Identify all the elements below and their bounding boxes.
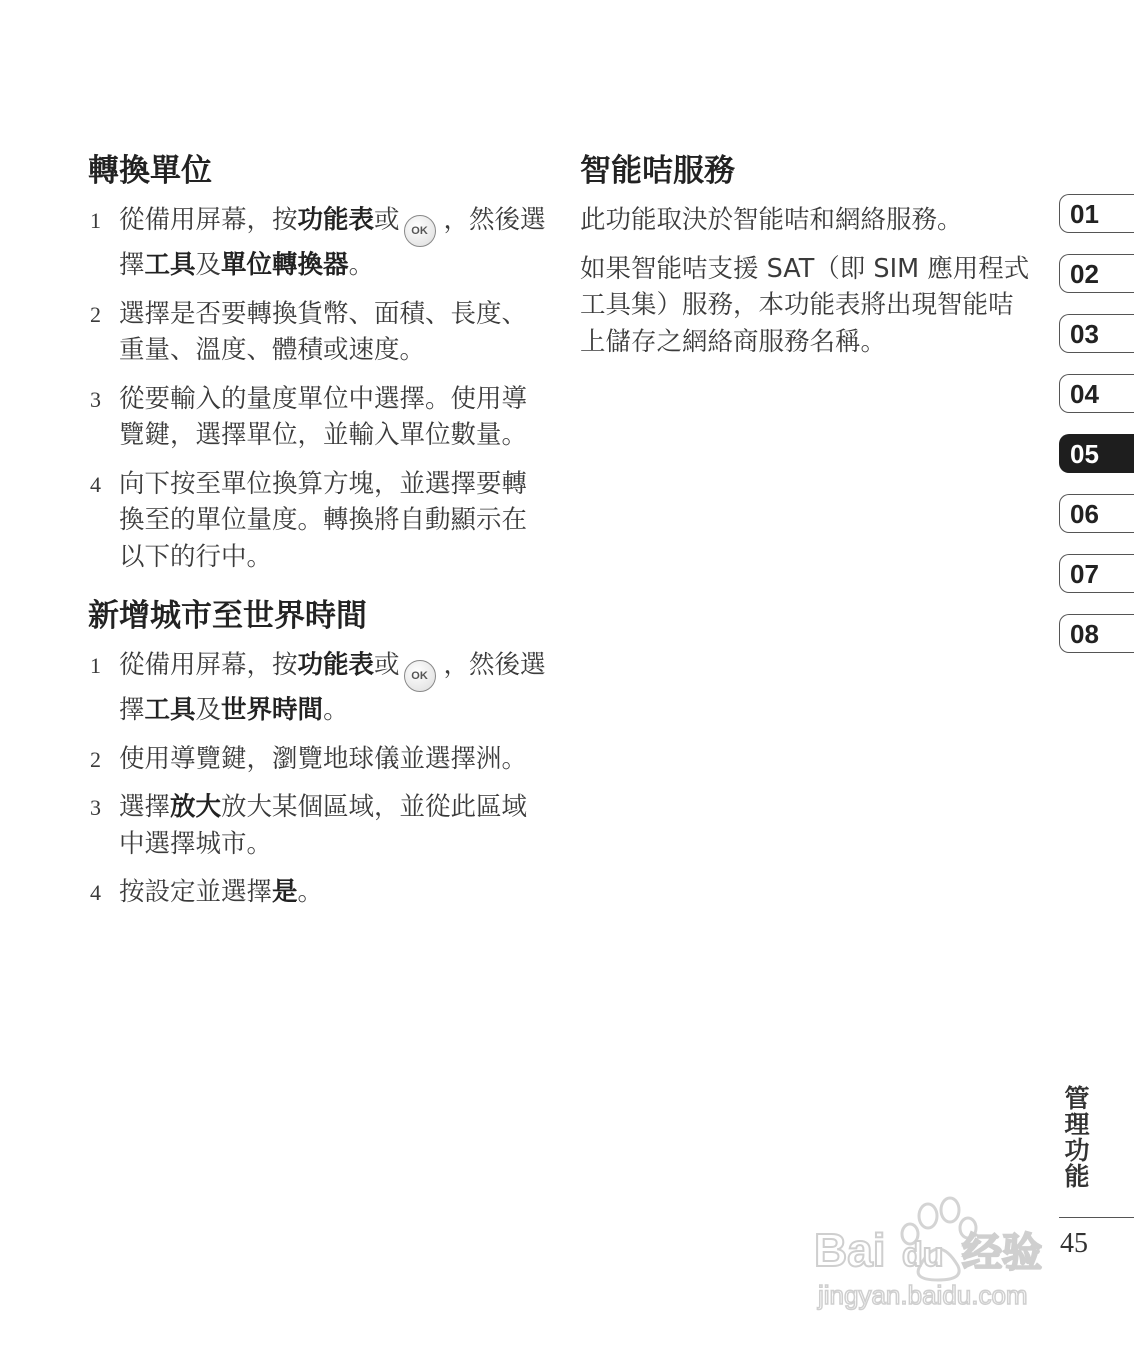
list-item: 1 從備用屏幕，按功能表或 OK ，然後選擇工具及世界時間。 xyxy=(90,650,546,725)
tools-label: 工具 xyxy=(144,250,196,280)
left-column xyxy=(88,148,548,923)
chapter-tab-02[interactable]: 02 xyxy=(1059,254,1134,293)
step-number: 3 xyxy=(90,795,101,820)
chapter-tab-05[interactable]: 05 xyxy=(1059,434,1134,473)
step-number: 2 xyxy=(90,301,101,327)
list-item: 4 按設定並選擇是。 xyxy=(88,874,548,911)
menu-label: 功能表 xyxy=(297,650,375,680)
chapter-tab-07[interactable]: 07 xyxy=(1059,554,1134,593)
unit-converter-label: 單位轉換器 xyxy=(221,250,349,280)
page-rule xyxy=(1059,1217,1134,1218)
paragraph: 此功能取決於智能咭和網絡服務。 xyxy=(580,205,963,235)
section-title-world-time: 新增城市至世界時間 xyxy=(88,598,367,634)
svg-text:Bai: Bai xyxy=(814,1224,886,1276)
world-time-steps xyxy=(88,647,548,911)
chapter-tab-01[interactable]: 01 xyxy=(1059,194,1134,233)
list-item: 2 選擇是否要轉換貨幣、面積、長度、重量、溫度、體積或速度。 xyxy=(90,298,528,365)
chapter-tab-03[interactable]: 03 xyxy=(1059,314,1134,353)
svg-text:经验: 经验 xyxy=(962,1230,1042,1276)
list-item: 3 從要輸入的量度單位中選擇。使用導覽鍵，選擇單位，並輸入單位數量。 xyxy=(90,383,528,450)
baidu-watermark-logo xyxy=(810,1188,1066,1316)
ok-key-icon: OK xyxy=(404,660,436,692)
menu-label: 功能表 xyxy=(297,205,375,235)
unit-converter-steps xyxy=(88,202,548,575)
step-number: 4 xyxy=(90,880,101,905)
section-title-unit-converter: 轉換單位 xyxy=(88,153,212,189)
ok-key-icon: OK xyxy=(404,215,436,247)
tools-label: 工具 xyxy=(144,695,196,725)
svg-text:jingyan.baidu.com: jingyan.baidu.com xyxy=(818,1280,1028,1310)
step-number: 3 xyxy=(90,386,101,412)
zoom-label: 放大 xyxy=(170,792,222,822)
world-time-label: 世界時間 xyxy=(221,695,324,725)
svg-text:du: du xyxy=(902,1236,944,1274)
list-item: 1 從備用屏幕，按功能表或 OK ，然後選擇工具及單位轉換器。 xyxy=(90,205,546,280)
step-number: 1 xyxy=(90,653,101,678)
chapter-tab-08[interactable]: 08 xyxy=(1059,614,1134,653)
right-column xyxy=(580,148,1030,372)
step-number: 2 xyxy=(90,746,101,772)
paragraph: 如果智能咭支援 SAT（即 SIM 應用程式工具集）服務，本功能表將出現智能咭上儲存之網絡商服務名稱。 xyxy=(580,253,1030,357)
list-item: 2 使用導覽鍵，瀏覽地球儀並選擇洲。 xyxy=(88,741,548,778)
section-label: 管理功能 xyxy=(1061,1085,1090,1189)
yes-label: 是 xyxy=(272,877,298,907)
step-number: 4 xyxy=(90,471,101,497)
section-title-sim-services: 智能咭服務 xyxy=(580,153,735,189)
list-item: 3 選擇放大放大某個區域，並從此區域中選擇城市。 xyxy=(90,792,528,859)
list-item: 4 向下按至單位換算方塊，並選擇要轉換至的單位量度。轉換將自動顯示在以下的行中。 xyxy=(90,468,528,572)
page-number: 45 xyxy=(1060,1228,1088,1259)
chapter-tab-06[interactable]: 06 xyxy=(1059,494,1134,533)
chapter-tab-04[interactable]: 04 xyxy=(1059,374,1134,413)
step-number: 1 xyxy=(90,208,101,233)
